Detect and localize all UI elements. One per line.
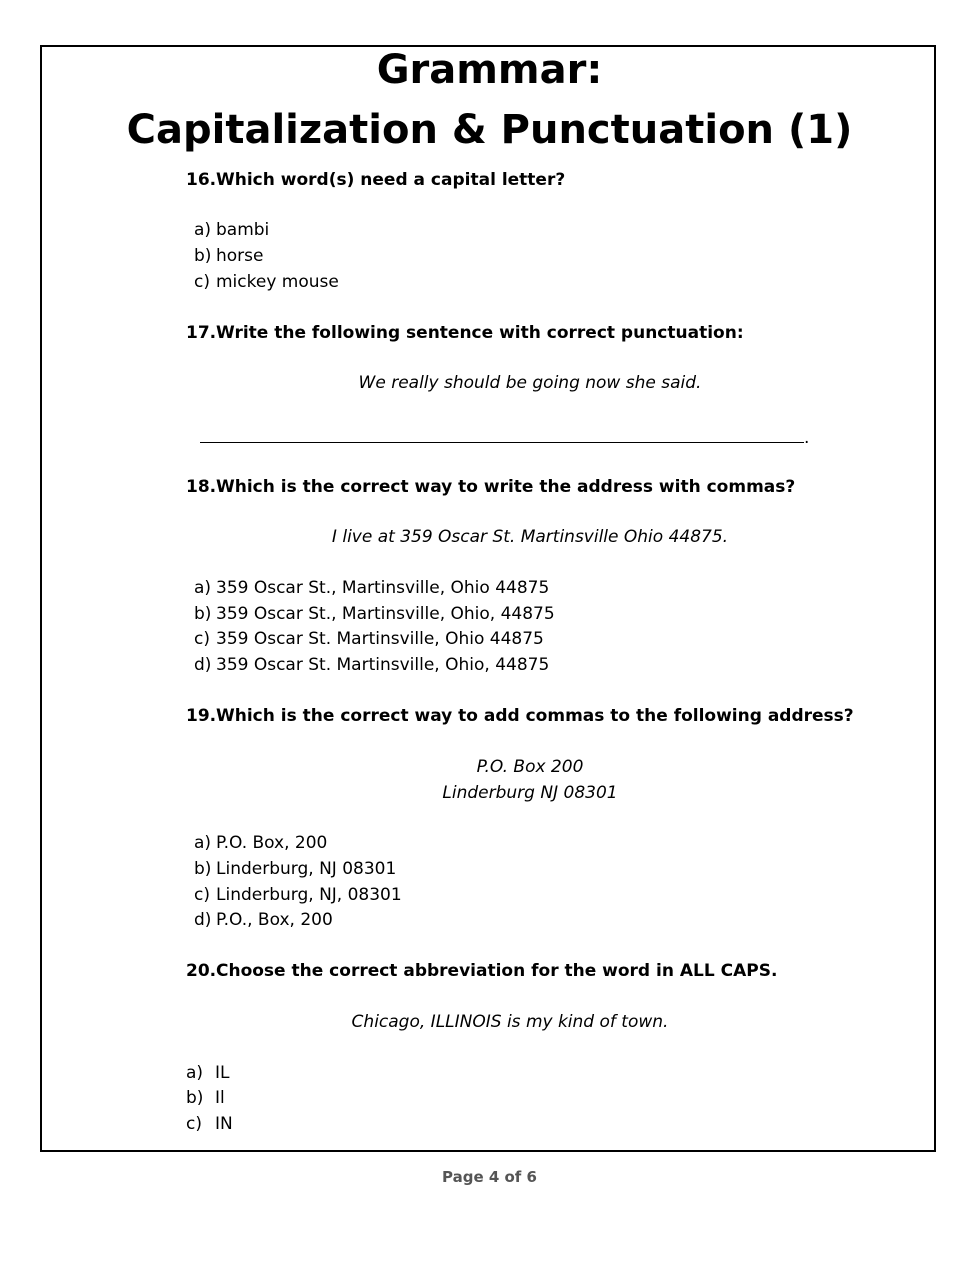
worksheet-title-line2: Capitalization & Punctuation (1) (126, 107, 853, 153)
q20-example-sentence: Chicago, ILLINOIS is my kind of town. (351, 1012, 669, 1032)
question-18 (186, 477, 795, 497)
q19-example-line1: P.O. Box 200 (476, 757, 584, 777)
question-number: 17. (186, 323, 217, 343)
question-prompt: Which is the correct way to add commas to the following address? (216, 706, 854, 726)
page-number: Page 4 of 6 (442, 1168, 537, 1186)
q18-option-b: b) 359 Oscar St., Martinsville, Ohio, 44875 (194, 604, 555, 624)
question-number: 18. (186, 477, 217, 497)
worksheet-border (40, 45, 936, 1152)
question-number: 19. (186, 706, 217, 726)
q17-answer-period: . (804, 428, 810, 448)
question-prompt: Which is the correct way to write the address with commas? (216, 477, 796, 497)
q18-option-a: a) 359 Oscar St., Martinsville, Ohio 44875 (194, 578, 550, 598)
question-19 (186, 706, 854, 726)
worksheet-title-line1: Grammar: (376, 47, 603, 93)
question-prompt: Write the following sentence with correct punctuation: (216, 323, 744, 343)
question-prompt: Which word(s) need a capital letter? (216, 170, 566, 190)
q17-example-sentence: We really should be going now she said. (358, 373, 702, 393)
q16-option-c: c) mickey mouse (194, 272, 339, 292)
question-number: 20. (186, 961, 217, 981)
q16-option-b: b) horse (194, 246, 264, 266)
q19-example-line2: Linderburg NJ 08301 (442, 783, 618, 803)
question-17 (186, 323, 744, 343)
q19-option-c: c) Linderburg, NJ, 08301 (194, 885, 402, 905)
q18-example-sentence: I live at 359 Oscar St. Martinsville Ohio 44875. (331, 527, 729, 547)
q20-option-b: b) Il (186, 1088, 225, 1108)
q19-option-b: b) Linderburg, NJ 08301 (194, 859, 397, 879)
q20-option-c: c) IN (186, 1114, 233, 1134)
question-16 (186, 170, 565, 190)
q17-answer-line[interactable] (200, 442, 804, 443)
q19-option-a: a) P.O. Box, 200 (194, 833, 328, 853)
question-20 (186, 961, 777, 981)
q18-option-c: c) 359 Oscar St. Martinsville, Ohio 44875 (194, 629, 544, 649)
q20-option-a: a) IL (186, 1063, 230, 1083)
question-number: 16. (186, 170, 217, 190)
q19-option-d: d) P.O., Box, 200 (194, 910, 333, 930)
q16-option-a: a) bambi (194, 220, 270, 240)
q18-option-d: d) 359 Oscar St. Martinsville, Ohio, 44875 (194, 655, 550, 675)
question-prompt: Choose the correct abbreviation for the word in ALL CAPS. (216, 961, 778, 981)
